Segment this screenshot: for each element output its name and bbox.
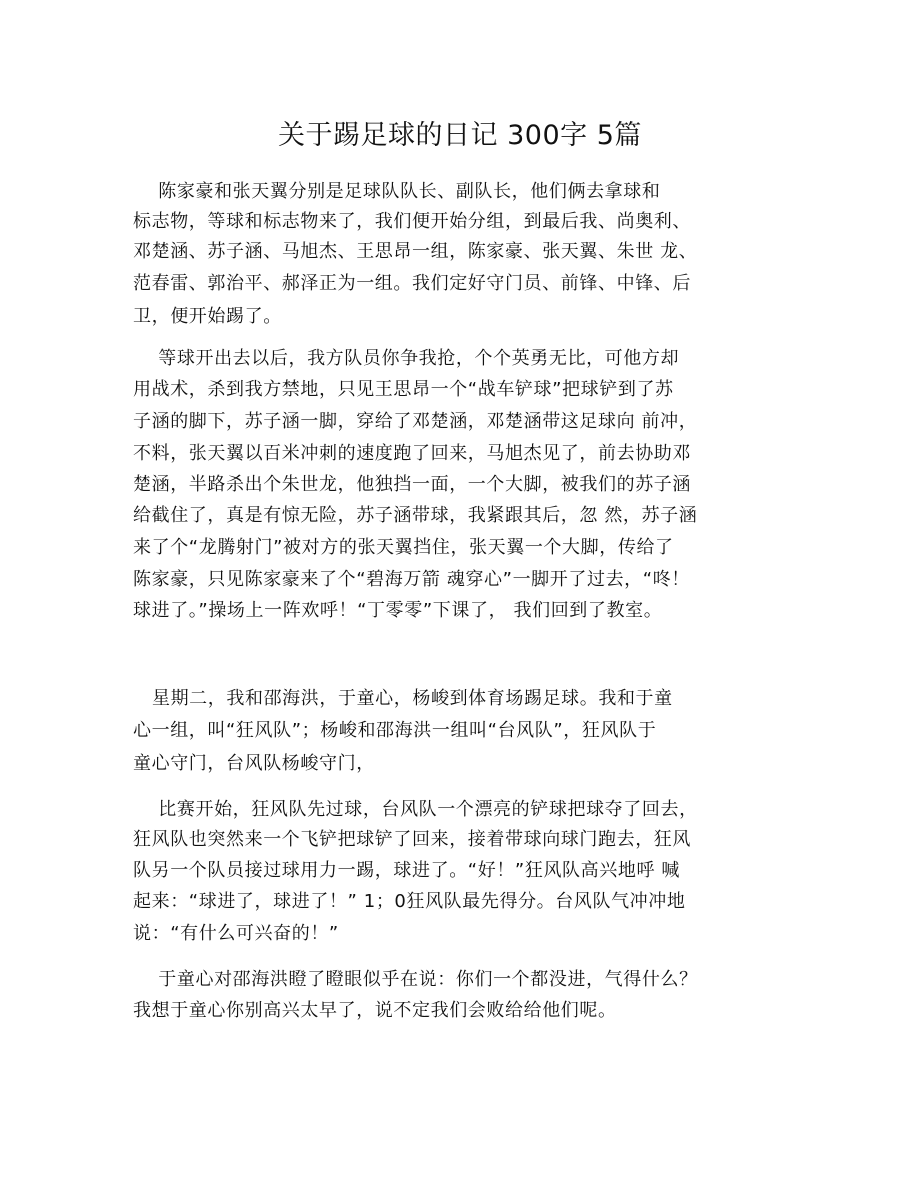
paragraph-4-line-5: 说：“有什么可兴奋的！” (133, 923, 339, 944)
paragraph-2-line-3: 子涵的脚下，苏子涵一脚，穿给了邓楚涵，邓楚涵带这足球向 前冲， (133, 411, 698, 432)
paragraph-4-line-4: 起来：“球进了，球进了！” 1；0狂风队最先得分。台风队气冲冲地 (133, 891, 686, 912)
paragraph-2-line-5: 楚涵，半路杀出个朱世龙，他独挡一面，一个大脚，被我们的苏子涵 (133, 474, 691, 495)
paragraph-1-line-5: 卫，便开始踢了。 (133, 306, 282, 327)
paragraph-3-line-3: 童心守门，台风队杨峻守门， (133, 753, 375, 774)
paragraph-3-line-1: 星期二，我和邵海洪，于童心，杨峻到体育场踢足球。我和于童 (133, 688, 673, 709)
paragraph-2-line-8: 陈家豪，只见陈家豪来了个“碧海万箭 魂穿心”一脚开了过去，“咚！ (133, 569, 690, 590)
paragraph-2-line-1: 等球开出去以后，我方队员你争我抢，个个英勇无比，可他方却 (133, 348, 680, 369)
paragraph-2-line-9: 球进了。”操场上一阵欢呼！“丁零零”下课了， 我们回到了教室。 (133, 600, 663, 621)
paragraph-5-line-1: 于童心对邵海洪瞪了瞪眼似乎在说：你们一个都没进，气得什么？ (133, 969, 698, 990)
paragraph-3-line-2: 心一组，叫“狂风队”；杨峻和邵海洪一组叫“台风队”，狂风队于 (133, 720, 657, 741)
paragraph-2-line-2: 用战术，杀到我方禁地，只见王思昂一个“战车铲球”把球铲到了苏 (133, 379, 674, 400)
paragraph-1-line-1: 陈家豪和张天翼分别是足球队队长、副队长，他们俩去拿球和 (133, 181, 661, 202)
paragraph-1-line-2: 标志物，等球和标志物来了，我们便开始分组，到最后我、尚奥利、 (133, 211, 691, 232)
paragraph-4-line-1: 比赛开始，狂风队先过球，台风队一个漂亮的铲球把球夺了回去， (133, 799, 698, 820)
paragraph-1-line-4: 范春雷、郭治平、郝泽正为一组。我们定好守门员、前锋、中锋、后 (133, 273, 691, 294)
document-title: 关于踢足球的日记 300字 5篇 (278, 120, 642, 151)
paragraph-2-line-7: 来了个“龙腾射门”被对方的张天翼挡住，张天翼一个大脚，传给了 (133, 537, 674, 558)
paragraph-2-line-6: 给截住了，真是有惊无险，苏子涵带球，我紧跟其后，忽 然，苏子涵 (133, 505, 698, 526)
paragraph-1-line-3: 邓楚涵、苏子涵、马旭杰、王思昂一组，陈家豪、张天翼、朱世 龙、 (133, 241, 698, 262)
paragraph-2-line-4: 不料，张天翼以百米冲刺的速度跑了回来，马旭杰见了，前去协助邓 (133, 443, 691, 464)
paragraph-5-line-2: 我想于童心你别高兴太早了，说不定我们会败给给他们呢。 (133, 1000, 617, 1021)
paragraph-4-line-3: 队另一个队员接过球用力一踢，球进了。“好！”狂风队高兴地呼 喊 (133, 860, 680, 881)
paragraph-4-line-2: 狂风队也突然来一个飞铲把球铲了回来，接着带球向球门跑去，狂风 (133, 829, 691, 850)
